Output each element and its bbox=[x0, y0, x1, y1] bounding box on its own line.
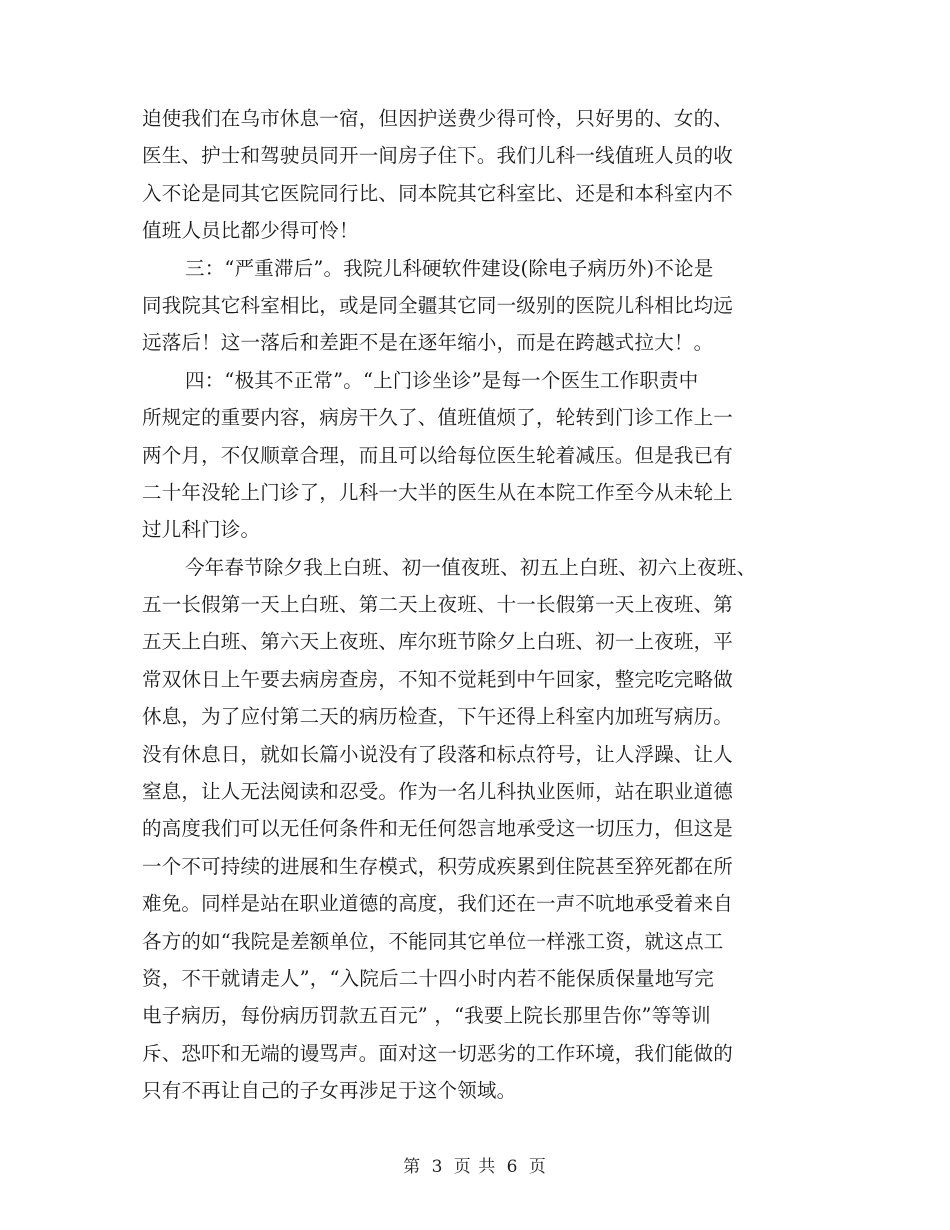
paragraph-start-line: 三：“严重滞后”。我院儿科硬软件建设(除电子病历外)不论是 bbox=[185, 256, 714, 280]
total-pages: 6 bbox=[506, 1157, 519, 1177]
page-suffix: 页 bbox=[528, 1157, 547, 1177]
page-middle: 页 共 bbox=[453, 1157, 497, 1177]
page-footer bbox=[0, 1152, 950, 1177]
text-line: 常双休日上午要去病房查房，不知不觉耗到中午回家，整完吃完略做 bbox=[142, 667, 734, 691]
text-line: 五一长假第一天上白班、第二天上夜班、十一长假第一天上夜班、第 bbox=[142, 593, 734, 617]
text-line: 远落后！这一落后和差距不是在逐年缩小，而是在跨越式拉大！。 bbox=[142, 331, 714, 355]
page-number: 3 bbox=[431, 1157, 444, 1177]
text-line: 同我院其它科室相比，或是同全疆其它同一级别的医院儿科相比均远 bbox=[142, 293, 734, 317]
text-line: 斥、恐吓和无端的谩骂声。面对这一切恶劣的工作环境，我们能做的 bbox=[142, 1041, 734, 1065]
page-prefix: 第 bbox=[403, 1157, 422, 1177]
text-line: 窒息，让人无法阅读和忍受。作为一名儿科执业医师，站在职业道德 bbox=[142, 780, 734, 804]
text-line: 没有休息日，就如长篇小说没有了段落和标点符号，让人浮躁、让人 bbox=[142, 742, 734, 766]
text-line: 电子病历，每份病历罚款五百元” ，“我要上院长那里告你”等等训 bbox=[142, 1004, 711, 1028]
text-line: 各方的如“我院是差额单位，不能同其它单位一样涨工资，就这点工 bbox=[142, 929, 724, 953]
text-line: 的高度我们可以无任何条件和无任何怨言地承受这一切压力，但这是 bbox=[142, 817, 734, 841]
text-line: 两个月，不仅顺章合理，而且可以给每位医生轮着减压。但是我已有 bbox=[142, 443, 734, 467]
text-line: 所规定的重要内容，病房干久了、值班值烦了，轮转到门诊工作上一 bbox=[142, 406, 734, 430]
text-line: 一个不可持续的进展和生存模式，积劳成疾累到住院甚至猝死都在所 bbox=[142, 854, 734, 878]
text-line: 迫使我们在乌市休息一宿，但因护送费少得可怜，只好男的、女的、 bbox=[142, 107, 734, 130]
text-line: 医生、护士和驾驶员同开一间房子住下。我们儿科一线值班人员的收 bbox=[142, 144, 734, 168]
text-line: 过儿科门诊。 bbox=[142, 518, 261, 542]
paragraph-start-line: 四：“极其不正常”。“上门诊坐诊”是每一个医生工作职责中 bbox=[185, 368, 699, 392]
text-line: 二十年没轮上门诊了，儿科一大半的医生从在本院工作至今从未轮上 bbox=[142, 480, 734, 504]
text-line: 入不论是同其它医院同行比、同本院其它科室比、还是和本科室内不 bbox=[142, 181, 734, 205]
document-body bbox=[142, 100, 810, 1110]
text-line: 资，不干就请走人”，“入院后二十四小时内若不能保质保量地写完 bbox=[142, 966, 714, 990]
paragraph-start-line: 今年春节除夕我上白班、初一值夜班、初五上白班、初六上夜班、 bbox=[185, 555, 757, 579]
text-line: 五天上白班、第六天上夜班、库尔班节除夕上白班、初一上夜班，平 bbox=[142, 630, 734, 654]
text-line: 休息，为了应付第二天的病历检查，下午还得上科室内加班写病历。 bbox=[142, 705, 734, 729]
text-line: 只有不再让自己的子女再涉足于这个领域。 bbox=[142, 1079, 517, 1103]
text-line: 难免。同样是站在职业道德的高度，我们还在一声不吭地承受着来自 bbox=[142, 892, 734, 916]
text-line: 值班人员比都少得可怜！ bbox=[142, 219, 359, 243]
